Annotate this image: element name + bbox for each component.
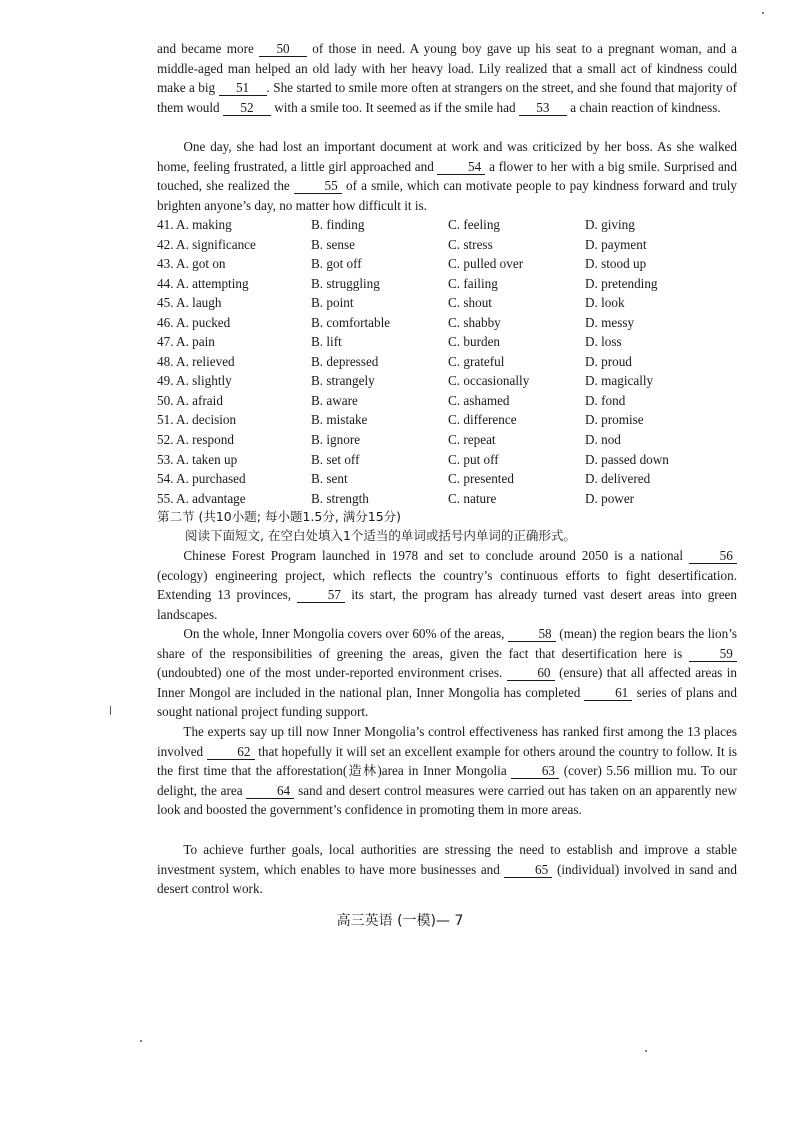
option-row <box>157 293 717 313</box>
option-c: C. ashamed <box>448 392 510 408</box>
option-b: B. ignore <box>311 432 361 448</box>
option-a: 52. A. respond <box>157 432 234 448</box>
blank-56: 56 <box>689 549 737 564</box>
option-row <box>157 215 717 235</box>
scan-speck <box>140 1040 142 1042</box>
option-row <box>157 489 717 509</box>
passage-text: its start, the program has already turned vast desert areas into green landscapes. <box>157 587 737 622</box>
passage-one-paragraph-1 <box>157 39 737 117</box>
option-b: B. strength <box>311 490 369 506</box>
passage-text: (ensure) that all affected areas in Inner Mongol are included in the national plan, Inner Mongolia has completed <box>157 665 737 700</box>
option-row <box>157 313 717 333</box>
option-a: 50. A. afraid <box>157 392 223 408</box>
passage-text: (undoubted) one of the most under-reported environment crises. <box>157 665 507 681</box>
option-b: B. sense <box>311 236 355 252</box>
option-a: 41. A. making <box>157 217 232 232</box>
option-d: D. delivered <box>585 471 651 487</box>
option-d: D. magically <box>585 373 654 389</box>
option-d: D. stood up <box>585 256 647 272</box>
option-d: D. promise <box>585 412 644 428</box>
passage-two-paragraph-3 <box>157 722 737 820</box>
option-a: 48. A. relieved <box>157 353 235 369</box>
option-row <box>157 332 717 352</box>
option-b: B. aware <box>311 392 358 408</box>
blank-55: 55 <box>294 179 342 194</box>
option-d: D. payment <box>585 236 647 252</box>
passage-text: of a smile, which can motivate people to pay kindness forward and truly brighten anyone’s day, no matter how difficult it is. <box>157 178 737 213</box>
passage-text: The experts say up till now Inner Mongolia’s control effectiveness has ranked first among the 13 places involved <box>157 724 737 759</box>
option-row <box>157 371 717 391</box>
option-b: B. struggling <box>311 275 380 291</box>
option-d: D. pretending <box>585 275 658 291</box>
option-row <box>157 391 717 411</box>
option-d: D. loss <box>585 334 622 350</box>
option-c: C. burden <box>448 334 501 350</box>
option-a: 44. A. attempting <box>157 275 249 291</box>
passage-text: a chain reaction of kindness. <box>566 99 721 115</box>
passage-text: (ecology) engineering project, which reflects the country’s continuous efforts to fight desertification. Extending 13 provinces, <box>157 567 737 603</box>
blank-62: 62 <box>207 745 255 760</box>
passage-text: To achieve further goals, local authorities are stressing the need to establish and improve a stable investment system, which enables to have more businesses and <box>157 842 737 877</box>
option-d: D. power <box>585 490 635 506</box>
option-row <box>157 410 717 430</box>
option-b: B. lift <box>311 334 342 350</box>
option-b: B. comfortable <box>311 314 391 330</box>
passage-text: (cover) 5.56 million mu. To our delight, the area <box>157 763 737 798</box>
option-c: C. occasionally <box>448 373 530 389</box>
option-row <box>157 450 717 470</box>
blank-51: 51 <box>219 81 267 96</box>
option-c: C. failing <box>448 275 498 291</box>
passage-text: (individual) involved in sand and desert control work. <box>157 861 737 897</box>
passage-two-paragraph-1 <box>157 546 737 624</box>
option-row <box>157 430 717 450</box>
passage-text: of those in need. A young boy gave up his seat to a pregnant woman, and a middle-aged man helped an old lady with her heavy load. Lily realized that a small act of kindness could make a big <box>157 41 737 96</box>
section-heading: 第二节 (共10小题; 每小题1.5分, 满分15分) <box>157 509 402 524</box>
option-d: D. fond <box>585 392 626 408</box>
option-a: 49. A. slightly <box>157 373 232 389</box>
option-c: C. grateful <box>448 353 505 369</box>
passage-text: One day, she had lost an important document at work and was criticized by her boss. As she walked home, feeling frustrated, a little girl approached and <box>157 139 737 174</box>
option-c: C. presented <box>448 471 514 487</box>
option-a: 51. A. decision <box>157 412 237 428</box>
blank-54: 54 <box>437 160 485 175</box>
option-b: B. mistake <box>311 412 368 428</box>
option-c: C. shabby <box>448 314 501 330</box>
passage-text: Chinese Forest Program launched in 1978 and set to conclude around 2050 is a national <box>183 548 689 563</box>
option-c: C. repeat <box>448 432 496 448</box>
passage-two-paragraph-4 <box>157 840 737 899</box>
option-row <box>157 274 717 294</box>
option-c: C. pulled over <box>448 256 524 272</box>
option-a: 55. A. advantage <box>157 490 246 506</box>
scan-speck <box>762 12 764 14</box>
option-d: D. passed down <box>585 451 669 467</box>
option-d: D. proud <box>585 353 632 369</box>
option-b: B. depressed <box>311 353 379 369</box>
option-b: B. strangely <box>311 373 375 389</box>
blank-64: 64 <box>246 784 294 799</box>
passage-text: . She started to smile more often at strangers on the street, and she found that majority of them would <box>157 80 738 115</box>
blank-53: 53 <box>519 101 567 116</box>
option-a: 42. A. significance <box>157 236 256 252</box>
passage-text: and became more <box>157 41 260 56</box>
blank-57: 57 <box>297 588 345 603</box>
option-a: 46. A. pucked <box>157 314 231 330</box>
option-b: B. got off <box>311 256 362 272</box>
option-a: 45. A. laugh <box>157 295 222 311</box>
blank-60: 60 <box>507 666 555 681</box>
section-instruction: 阅读下面短文, 在空白处填入1个适当的单词或括号内单词的正确形式。 <box>185 528 576 543</box>
option-row <box>157 254 717 274</box>
option-c: C. feeling <box>448 217 501 232</box>
passage-text: (mean) the region bears the lion’s share of the responsibilities of greening the areas, given the fact that desertification here is <box>157 626 738 661</box>
scan-speck <box>110 706 111 715</box>
option-a: 43. A. got on <box>157 256 226 272</box>
option-c: C. shout <box>448 295 492 311</box>
option-c: C. difference <box>448 412 517 428</box>
scan-speck <box>645 1050 647 1052</box>
blank-59: 59 <box>689 647 737 662</box>
option-d: D. messy <box>585 314 635 330</box>
option-row <box>157 235 717 255</box>
option-b: B. sent <box>311 471 348 487</box>
blank-50: 50 <box>259 42 307 57</box>
option-a: 54. A. purchased <box>157 471 246 487</box>
blank-65: 65 <box>504 863 552 878</box>
passage-text: On the whole, Inner Mongolia covers over 60% of the areas, <box>183 626 508 641</box>
option-b: B. set off <box>311 451 360 467</box>
option-b: B. finding <box>311 217 365 232</box>
option-row <box>157 469 717 489</box>
passage-one-paragraph-2 <box>157 137 737 215</box>
passage-text: with a smile too. It seemed as if the smile had <box>270 99 519 115</box>
option-d: D. look <box>585 295 625 311</box>
option-row <box>157 352 717 372</box>
cloze-options-table <box>157 215 717 508</box>
blank-61: 61 <box>584 686 632 701</box>
blank-52: 52 <box>223 101 271 116</box>
blank-63: 63 <box>511 764 559 779</box>
option-a: 53. A. taken up <box>157 451 238 467</box>
passage-two-paragraph-2 <box>157 624 737 722</box>
passage-text: series of plans and sought national project funding support. <box>157 684 737 720</box>
passage-text: a flower to her with a big smile. Surprised and touched, she realized the <box>157 158 737 194</box>
page-footer: 高三英语 (一模)— 7 <box>336 913 464 929</box>
blank-58: 58 <box>508 627 556 642</box>
option-c: C. nature <box>448 490 497 506</box>
option-c: C. put off <box>448 451 499 467</box>
passage-text: that hopefully it will set an excellent example for others around the country to follow. It is the first time that the afforestation(造林)area in Inner Mongolia <box>157 743 737 779</box>
option-b: B. point <box>311 295 354 311</box>
option-d: D. nod <box>585 432 621 448</box>
option-a: 47. A. pain <box>157 334 215 350</box>
option-c: C. stress <box>448 236 493 252</box>
passage-text: sand and desert control measures were carried out has taken on an apparently new look and boosted the government’s confidence in promoting them in more areas. <box>157 782 737 818</box>
option-d: D. giving <box>585 217 635 232</box>
